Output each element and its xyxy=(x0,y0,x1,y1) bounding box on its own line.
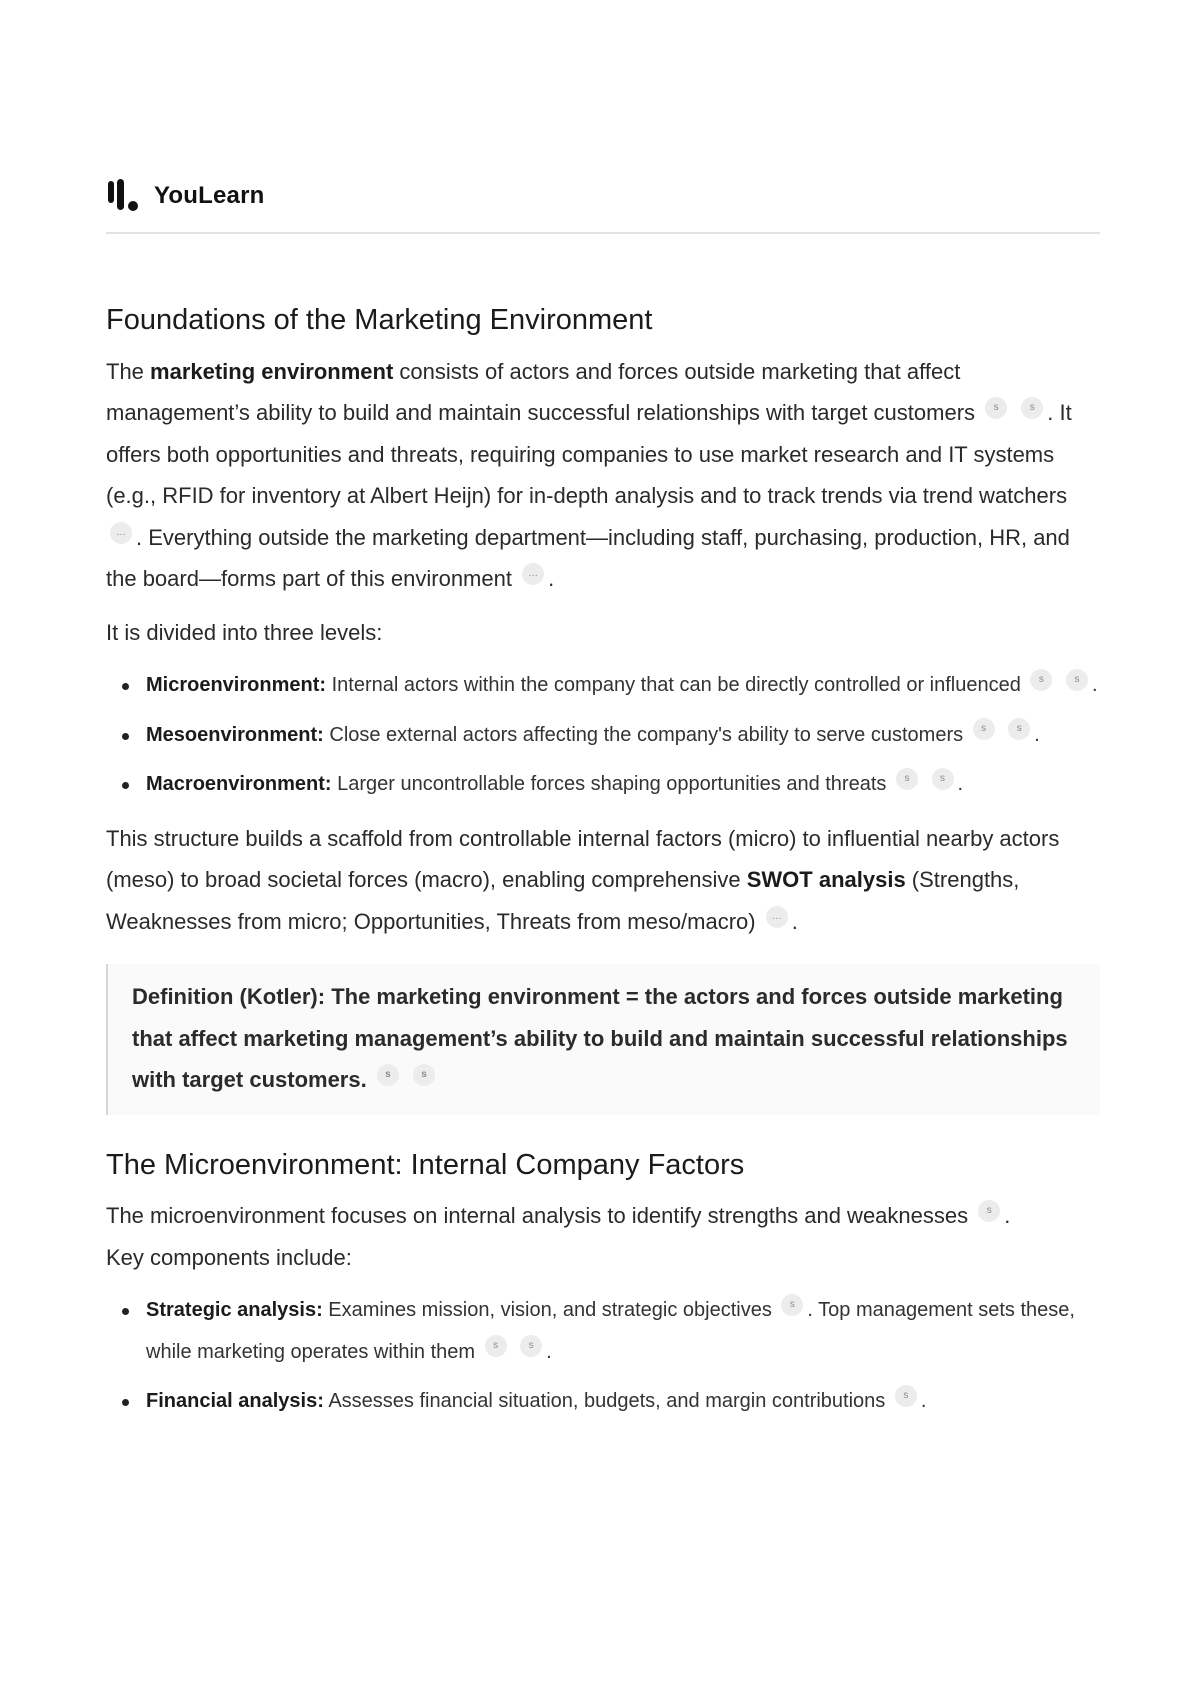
citation-icon[interactable]: … xyxy=(522,563,544,585)
paragraph-micro-intro xyxy=(106,1195,1100,1278)
text: . xyxy=(920,1390,927,1413)
brand-name: YouLearn xyxy=(154,182,265,209)
bold-term: Microenvironment: xyxy=(146,674,327,697)
bold-term: Financial analysis: xyxy=(146,1390,324,1413)
citation-icon[interactable]: s xyxy=(973,718,995,740)
citation-icon[interactable]: s xyxy=(932,768,954,790)
text: Key components include: xyxy=(106,1244,352,1270)
youlearn-logo-icon xyxy=(106,178,142,214)
paragraph-levels-intro: It is divided into three levels: xyxy=(106,619,383,645)
text: . It offers both opportunities and threats, requiring companies to use market research and IT systems (e.g., RFID for inventory at Albert Heijn) for in-depth analysis and to track trends via trend watchers xyxy=(106,400,1072,509)
citation-icon[interactable]: s xyxy=(520,1335,542,1357)
section-heading-microenvironment: The Microenvironment: Internal Company Factors xyxy=(106,1148,745,1181)
text: The xyxy=(106,358,151,384)
text: (Strengths, Weaknesses from micro; Opportunities, Threats from meso/macro) xyxy=(106,867,1020,934)
citation-icon[interactable]: … xyxy=(110,522,132,544)
text: The microenvironment focuses on internal analysis to identify strengths and weaknesses xyxy=(106,1203,969,1229)
list-item xyxy=(146,1290,1100,1373)
citation-icon[interactable]: s xyxy=(413,1064,435,1086)
citation-icon[interactable]: s xyxy=(1008,718,1030,740)
section-heading-foundations: Foundations of the Marketing Environment xyxy=(106,304,653,336)
citation-icon[interactable]: s xyxy=(985,397,1007,419)
citation-icon[interactable]: s xyxy=(377,1064,399,1086)
paragraph-scaffold xyxy=(106,818,1100,943)
header-divider xyxy=(106,232,1100,234)
bold-term: Macroenvironment: xyxy=(146,773,332,796)
text: Larger uncontrollable forces shaping opportunities and threats xyxy=(331,773,887,796)
citation-icon[interactable]: s xyxy=(1030,669,1052,691)
quote-text: The marketing environment = the actors and forces outside marketing that affect marketing management’s ability to build and maintain successful relationships with target customers. xyxy=(132,984,1068,1093)
paragraph-definition xyxy=(106,351,1100,600)
text: This structure builds a scaffold from controllable internal factors (micro) to influential nearby actors (meso) to broad societal forces (macro), enabling comprehensive xyxy=(106,825,1060,893)
micro-components-list xyxy=(106,1290,1100,1423)
list-item xyxy=(146,1381,1100,1423)
text: . Top management sets these, while marketing operates within them xyxy=(146,1299,1075,1363)
text: Close external actors affecting the company's ability to serve customers xyxy=(323,723,964,746)
bold-term: marketing environment xyxy=(150,358,394,384)
citation-icon[interactable]: s xyxy=(781,1294,803,1316)
bold-term: SWOT analysis xyxy=(746,867,906,893)
levels-list xyxy=(106,665,1100,806)
citation-icon[interactable]: s xyxy=(485,1335,507,1357)
main-content xyxy=(106,300,1100,1435)
text: consists of actors and forces outside marketing that affect management’s ability to build and maintain successful relationships with target customers xyxy=(106,358,976,426)
quote-label: Definition (Kotler): xyxy=(132,984,326,1010)
text: . xyxy=(1034,723,1040,746)
text: . Everything outside the marketing department—including staff, purchasing, production, HR, and the board—forms part of this environment xyxy=(106,524,1070,592)
text: . xyxy=(957,773,964,796)
citation-icon[interactable]: s xyxy=(978,1200,1000,1222)
bold-term: Strategic analysis: xyxy=(146,1299,323,1322)
text: Assesses financial situation, budgets, and margin contributions xyxy=(323,1390,886,1413)
text: Internal actors within the company that can be directly controlled or influenced xyxy=(326,674,1021,697)
text: . xyxy=(1091,674,1098,697)
text: . xyxy=(548,566,555,592)
list-item xyxy=(146,715,1100,757)
text: Examines mission, vision, and strategic objectives xyxy=(322,1299,772,1322)
list-item xyxy=(146,665,1100,707)
citation-icon[interactable]: s xyxy=(1021,397,1043,419)
text: . xyxy=(791,908,798,934)
header xyxy=(106,178,1100,214)
citation-icon[interactable]: s xyxy=(1066,669,1088,691)
text: . xyxy=(1004,1203,1011,1229)
text: . xyxy=(546,1340,552,1363)
citation-icon[interactable]: s xyxy=(895,1385,917,1407)
bold-term: Mesoenvironment: xyxy=(146,723,324,746)
citation-icon[interactable]: … xyxy=(766,906,788,928)
citation-icon[interactable]: s xyxy=(896,768,918,790)
definition-blockquote xyxy=(106,964,1100,1115)
list-item xyxy=(146,764,1100,806)
